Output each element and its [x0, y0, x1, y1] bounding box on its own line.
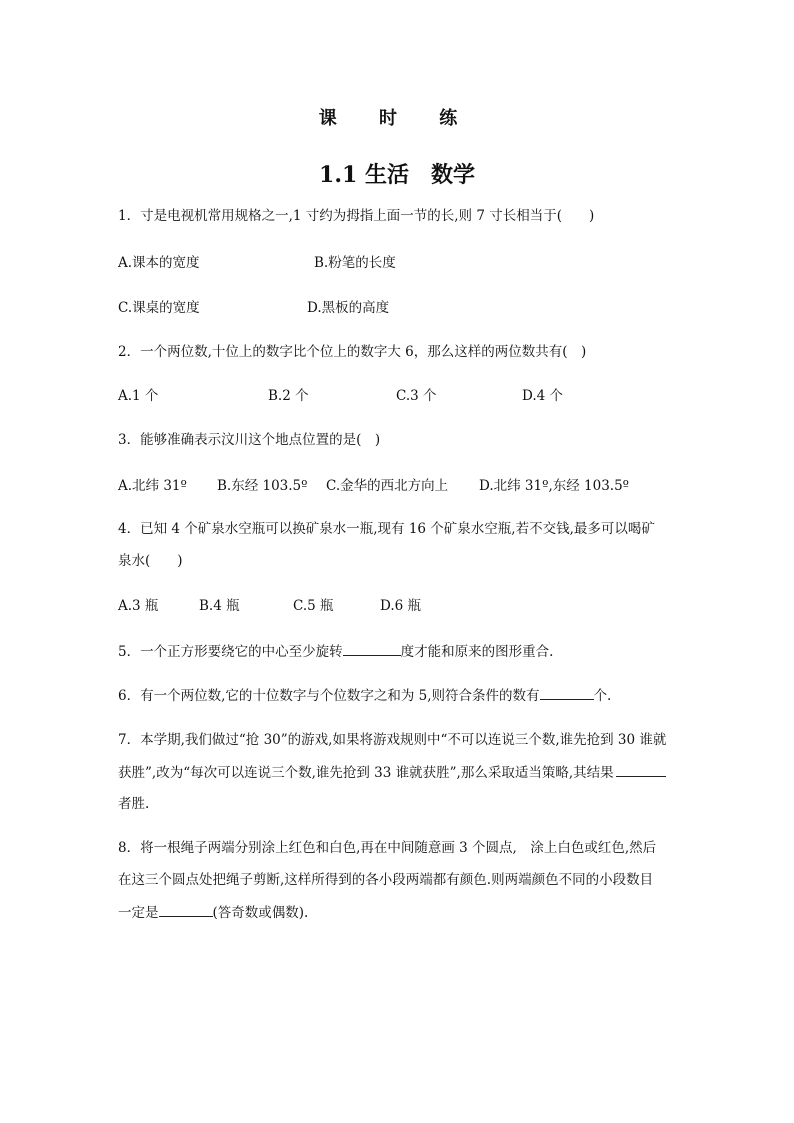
question-8-line-3: [118, 902, 308, 923]
question-8-line-2: 在这三个圆点处把绳子剪断,这样所得到的各小段两端都有颜色.则两端颜色不同的小段数目: [118, 872, 654, 888]
question-1-option-d: D.黑板的高度: [307, 300, 390, 316]
question-2-option-a: A.1 个: [118, 388, 159, 404]
question-3-option-b: B.东经 103.5º: [217, 478, 308, 494]
question-2-stem: 2．一个两位数,十位上的数字比个位上的数字大 6，那么这样的两位数共有( ): [118, 344, 587, 360]
question-4-option-a: A.3 瓶: [118, 598, 159, 614]
question-4-option-d: D.6 瓶: [380, 598, 422, 614]
answer-blank: [343, 641, 401, 656]
question-3-stem: 3．能够准确表示汶川这个地点位置的是( ): [118, 432, 381, 448]
question-4-option-b: B.4 瓶: [199, 598, 240, 614]
lesson-title: 1.1 生活 数学: [319, 162, 475, 188]
question-7-text: 获胜”,改为“每次可以连说三个数,谁先抢到 33 谁就获胜”,那么采取适当策略,其结果: [118, 765, 614, 781]
question-3-option-d: D.北纬 31º,东经 103.5º: [479, 478, 630, 494]
answer-blank: [616, 762, 666, 777]
question-7-line-2: [118, 762, 666, 783]
page-title: 课 时 练: [318, 108, 476, 129]
question-6-text-before: 6．有一个两位数,它的十位数字与个位数字之和为 5,则符合条件的数有: [118, 688, 540, 704]
question-6: [118, 685, 611, 706]
question-8-text-after: (答奇数或偶数).: [212, 905, 309, 921]
question-1-option-a: A.课本的宽度: [118, 255, 200, 271]
question-7-line-3: 者胜.: [118, 796, 150, 812]
question-3-option-c: C.金华的西北方向上: [326, 478, 449, 494]
question-7-line-1: 7．本学期,我们做过“抢 30”的游戏,如果将游戏规则中“不可以连说三个数,谁先抢到 30 谁就: [118, 732, 667, 748]
question-4-stem-line-1: 4．已知 4 个矿泉水空瓶可以换矿泉水一瓶,现有 16 个矿泉水空瓶,若不交钱,最多可以喝矿: [118, 521, 655, 537]
question-1-option-c: C.课桌的宽度: [118, 300, 200, 316]
question-4-stem-line-2: 泉水( ): [118, 553, 183, 569]
question-8-text-before: 一定是: [118, 905, 159, 921]
answer-blank: [540, 685, 594, 700]
question-8-line-1: 8．将一根绳子两端分别涂上红色和白色,再在中间随意画 3 个圆点, 涂上白色或红色,然后: [118, 840, 657, 856]
question-2-option-c: C.3 个: [396, 388, 437, 404]
question-5-text-before: 5．一个正方形要绕它的中心至少旋转: [118, 644, 343, 660]
question-5: [118, 641, 553, 662]
answer-blank: [159, 902, 213, 917]
question-3-option-a: A.北纬 31º: [118, 478, 187, 494]
question-6-text-after: 个.: [593, 688, 612, 704]
question-2-option-d: D.4 个: [522, 388, 564, 404]
question-4-option-c: C.5 瓶: [293, 598, 334, 614]
question-5-text-after: 度才能和原来的图形重合.: [400, 644, 554, 660]
question-2-option-b: B.2 个: [268, 388, 309, 404]
question-1-stem: 1．寸是电视机常用规格之一,1 寸约为拇指上面一节的长,则 7 寸长相当于( ): [118, 208, 595, 224]
question-1-option-b: B.粉笔的长度: [314, 255, 396, 271]
